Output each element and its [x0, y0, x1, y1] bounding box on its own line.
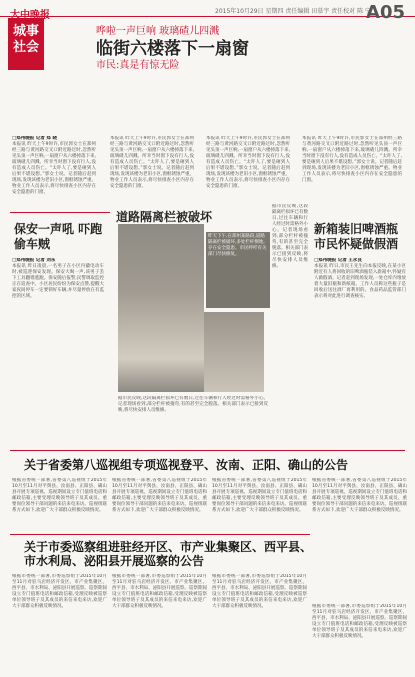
notice1-col-4: 根据省委统一部署,省委第八巡视组于2015年10月至11月对平舆县、汝南县、正阳县、确山县开展专项巡视。巡视期间设立专门值班电话和邮政信箱,主要受理反映领导班子及其成员、重要岗位领导干部问题的来信来电来访。巡视组联系方式如下,欢迎广大干部群众积极反映情况。: [312, 478, 407, 513]
notice2-col-3: 根据市委统一部署,市委巡察组于2015年10月至11月对驻马店经济开发区、市产业集聚区、西平县、市水利局、泌阳县开展巡察。巡察期间设立专门值班电话和邮政信箱,受理反映被巡察单位领导班子及其成员的来信来电来访,欢迎广大干部群众积极反映情况。: [212, 574, 307, 609]
notice1-col-2: 根据省委统一部署,省委第八巡视组于2015年10月至11月对平舆县、汝南县、正阳县、确山县开展专项巡视。巡视期间设立专门值班电话和邮政信箱,主要受理反映领导班子及其成员、重要岗位领导干部问题的来信来电来访。巡视组联系方式如下,欢迎广大干部群众积极反映情况。: [112, 478, 207, 513]
masthead-rule: [0, 16, 415, 17]
main-headline: 临街六楼落下一扇窗: [96, 39, 249, 59]
notice2-title: 关于市委巡察组进驻经开区、市产业集聚区、西平县、市水利局、泌阳县开展巡察的公告: [24, 540, 313, 568]
right-story-body: [314, 258, 406, 446]
right-body: 本报讯 昨日,市民王先生向本报反映,在某小区附近有人将回收的旧啤酒瓶装入新箱中,怀疑有人做假酒。记者赶到现场发现,一处仓库内堆放着大量旧瓶和新纸箱。工作人员称这些瓶子是回收后送往酒厂再利用的。食品药品监管部门表示将对此进行调查核实。: [314, 264, 406, 299]
photo-headline: 道路隔离栏被破坏: [116, 210, 213, 224]
notice1-col-3: 根据省委统一部署,省委第八巡视组于2015年10月至11月对平舆县、汝南县、正阳县、确山县开展专项巡视。巡视期间设立专门值班电话和邮政信箱,主要受理反映领导班子及其成员、重要岗位领导干部问题的来信来电来访。巡视组联系方式如下,欢迎广大干部群众积极反映情况。: [212, 478, 307, 513]
main-story-col-2: [110, 136, 194, 204]
main-story-col-1: [12, 136, 96, 204]
left-headline: 保安一声吼 吓跑偷车贼: [14, 222, 103, 251]
street-photo: [118, 224, 204, 392]
right-headline: 新箱装旧啤酒瓶 市民怀疑做假酒: [314, 222, 399, 251]
photo-story-side: 据市民反映,这段隔离栏损坏已有数日,过往车辆和行人经过时需格外小心。记者现场看到,部分栏杆被撞弯,有的甚至完全脱落。相关部门表示已接到反映,将尽快安排人员维修。: [272, 204, 308, 269]
separator-notice: [10, 450, 405, 451]
separator-notice-2: [10, 534, 310, 535]
main-body-cont-2: 本报讯 昨天上午9时许,市民郭女士在郑州经三路与黄河路交叉口附近路过时,忽然听见头顶一声巨响,一扇窗户从六楼掉落下来,玻璃碴儿四溅。所幸当时窗下没有行人,没有造成人员伤亡。“太吓人了,要是砸到人后果不堪设想。”郭女士说。记者随后赶到现场,发现该楼为老旧小区,窗框锈蚀严重。物业工作人员表示,将尽快排查小区内存在安全隐患的门窗。: [206, 136, 290, 189]
main-story-col-3: [206, 136, 290, 204]
left-body: 本报讯 昨日凌晨,一名男子在小区内撬电动车时,被巡逻保安发现。保安大喝一声,该男子丢下工具翻墙逃跑。保安随后报警,民警调取监控正在追查中。小区居民纷纷为保安点赞,提醒大家夜间停车一定要锁好车辆,并尽量停放在有监控的区域。: [12, 264, 104, 299]
photo-caption: 昨天下午,在郑州某路段,道路隔离栏被破坏,多处栏杆倒地,存在安全隐患。市民呼吁有关部门尽快修复。: [206, 232, 270, 308]
main-story-col-4: [302, 136, 402, 194]
masthead: [0, 0, 415, 70]
left-byline: □郑州晚报 记者 刘东: [12, 258, 56, 263]
page-number: A05: [366, 2, 405, 23]
section-label: 城事社会: [8, 18, 44, 70]
main-body: 本报讯 昨天上午9时许,市民郭女士在郑州经三路与黄河路交叉口附近路过时,忽然听见头顶一声巨响,一扇窗户从六楼掉落下来,玻璃碴儿四溅。所幸当时窗下没有行人,没有造成人员伤亡。“太吓人了,要是砸到人后果不堪设想。”郭女士说。记者随后赶到现场,发现该楼为老旧小区,窗框锈蚀严重。物业工作人员表示,将尽快排查小区内存在安全隐患的门窗。: [12, 142, 96, 195]
main-kicker: 哗啦一声巨响 玻璃碴儿四溅: [96, 26, 220, 37]
notice1-col-1: 根据省委统一部署,省委第八巡视组于2015年10月至11月对平舆县、汝南县、正阳县、确山县开展专项巡视。巡视期间设立专门值班电话和邮政信箱,主要受理反映领导班子及其成员、重要岗位领导干部问题的来信来电来访。巡视组联系方式如下,欢迎广大干部群众积极反映情况。: [12, 478, 107, 513]
notice1-title: 关于省委第八巡视组专项巡视登平、汝南、正阳、确山的公告: [24, 458, 349, 472]
right-byline: □郑州晚报 记者 王永良: [314, 258, 362, 263]
issue-meta: 2015年10月29日 星期四 责任编辑 田慕宇 责任校对 陈 宁: [215, 8, 371, 15]
photo-story-body: 据市民反映,这段隔离栏损坏已有数日,过往车辆和行人经过时需格外小心。记者现场看到,部分栏杆被撞弯,有的甚至完全脱落。相关部门表示已接到反映,将尽快安排人员维修。: [118, 396, 268, 413]
main-subhead: 市民:真是有惊无险: [96, 60, 180, 71]
notice2-col-1: 根据市委统一部署,市委巡察组于2015年10月至11月对驻马店经济开发区、市产业集聚区、西平县、市水利局、泌阳县开展巡察。巡察期间设立专门值班电话和邮政信箱,受理反映被巡察单位领导班子及其成员的来信来电来访,欢迎广大干部群众积极反映情况。: [12, 574, 107, 609]
main-body-cont-1: 本报讯 昨天上午9时许,市民郭女士在郑州经三路与黄河路交叉口附近路过时,忽然听见头顶一声巨响,一扇窗户从六楼掉落下来,玻璃碴儿四溅。所幸当时窗下没有行人,没有造成人员伤亡。“太吓人了,要是砸到人后果不堪设想。”郭女士说。记者随后赶到现场,发现该楼为老旧小区,窗框锈蚀严重。物业工作人员表示,将尽快排查小区内存在安全隐患的门窗。: [110, 136, 194, 189]
notice2-col-2: 根据市委统一部署,市委巡察组于2015年10月至11月对驻马店经济开发区、市产业集聚区、西平县、市水利局、泌阳县开展巡察。巡察期间设立专门值班电话和邮政信箱,受理反映被巡察单位领导班子及其成员的来信来电来访,欢迎广大干部群众积极反映情况。: [112, 574, 207, 609]
separator: [10, 212, 110, 213]
left-story-body: [12, 258, 104, 398]
main-byline: □郑州晚报 记者 郑 晓: [12, 136, 57, 141]
barrier-photo: [204, 312, 264, 392]
notice2-col-4: 根据市委统一部署,市委巡察组于2015年10月至11月对驻马店经济开发区、市产业集聚区、西平县、市水利局、泌阳县开展巡察。巡察期间设立专门值班电话和邮政信箱,受理反映被巡察单位领导班子及其成员的来信来电来访,欢迎广大干部群众积极反映情况。: [312, 604, 407, 639]
main-body-cont-3: 本报讯 昨天上午9时许,市民郭女士在郑州经三路与黄河路交叉口附近路过时,忽然听见头顶一声巨响,一扇窗户从六楼掉落下来,玻璃碴儿四溅。所幸当时窗下没有行人,没有造成人员伤亡。“太吓人了,要是砸到人后果不堪设想。”郭女士说。记者随后赶到现场,发现该楼为老旧小区,窗框锈蚀严重。物业工作人员表示,将尽快排查小区内存在安全隐患的门窗。: [302, 136, 402, 183]
